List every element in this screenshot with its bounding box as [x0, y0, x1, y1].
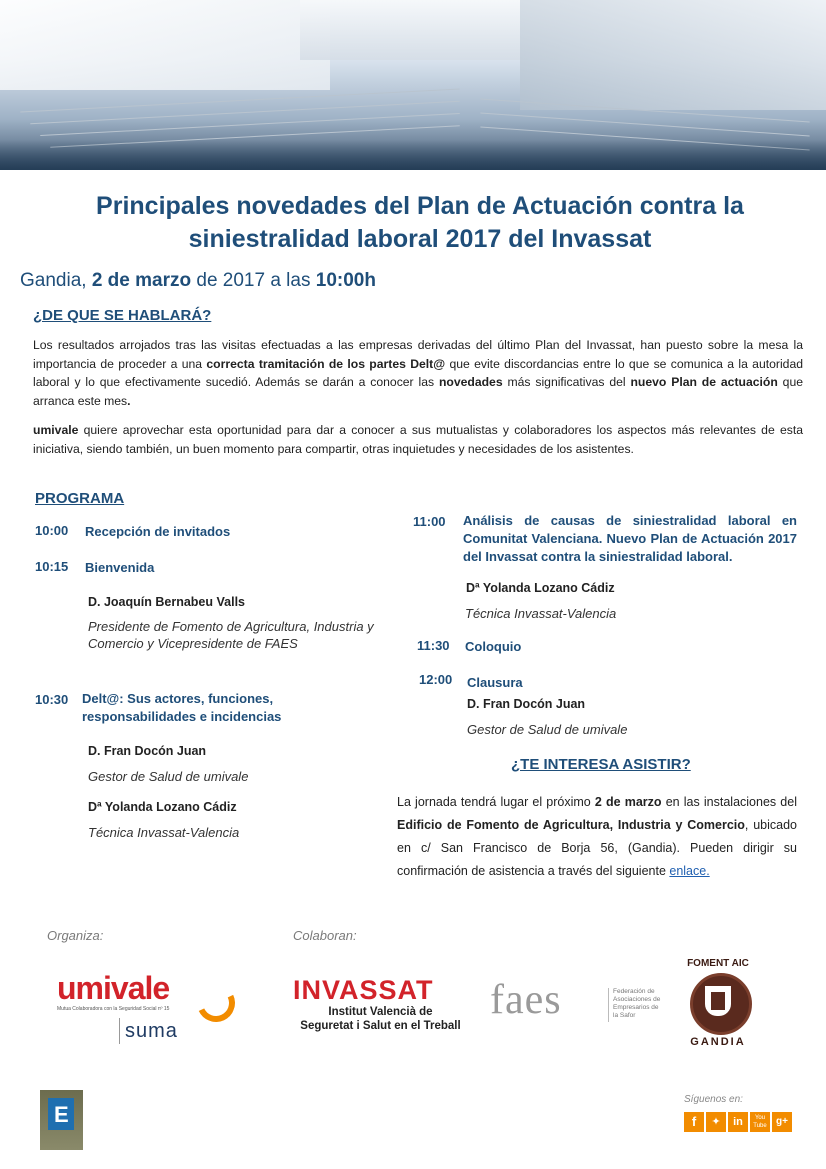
- program-activity: Clausura: [467, 675, 523, 690]
- speaker-role: Presidente de Fomento de Agricultura, Industria y Comercio y Vicepresidente de FAES: [88, 619, 374, 651]
- section-heading-attend: ¿TE INTERESA ASISTIR?: [511, 756, 691, 773]
- twitter-icon[interactable]: ✦: [706, 1112, 726, 1132]
- program-activity: Recepción de invitados: [85, 524, 231, 539]
- speaker-role: Gestor de Salud de umivale: [88, 769, 249, 784]
- program-time: 11:30: [417, 638, 450, 653]
- speaker-role: Técnica Invassat-Valencia: [465, 606, 617, 621]
- colaboran-label: Colaboran:: [293, 928, 357, 943]
- program-activity: Análisis de causas de siniestralidad laboral en Comunitat Valenciana. Nuevo Plan de Actuación 2017 del Invassat contra la siniestralidad laboral.: [463, 513, 797, 564]
- about-paragraph-1: Los resultados arrojados tras las visitas efectuadas a las empresas derivadas del último Plan del Invassat, han puesto sobre la mesa la importancia de proceder a una correcta tramitación de los partes Delt@ que evite discordancias entre lo que se comunica a la autoridad laboral y lo que efectivamente sucedió. Además se darán a conocer las novedades más significativas del nuevo Plan de actuación que arranca este mes.: [33, 338, 803, 408]
- social-icons: [684, 1112, 792, 1132]
- registration-link[interactable]: enlace.: [669, 864, 710, 878]
- about-paragraph-2: umivale quiere aprovechar esta oportunidad para dar a conocer a sus mutualistas y colaboradores los aspectos más relevantes de esta iniciativa, siendo también, un buen momento para compartir, otras inquietudes y necesidades de los asistentes.: [33, 423, 803, 456]
- speaker-name: Dª Yolanda Lozano Cádiz: [466, 581, 615, 595]
- speaker-role: Gestor de Salud de umivale: [467, 722, 628, 737]
- facebook-icon[interactable]: f: [684, 1112, 704, 1132]
- program-time: 10:00: [35, 523, 69, 538]
- youtube-icon[interactable]: You Tube: [750, 1112, 770, 1132]
- speaker-name: D. Fran Docón Juan: [88, 744, 207, 758]
- google-plus-icon[interactable]: g+: [772, 1112, 792, 1132]
- program-time: 11:00: [413, 514, 446, 529]
- page-title: Principales novedades del Plan de Actuación contra la siniestralidad laboral 2017 del Invassat: [96, 192, 744, 253]
- umivale-logo: umivale Mutua Colaboradora con la Seguridad Social nº 15 suma: [57, 970, 227, 1050]
- section-heading-about: ¿DE QUE SE HABLARÁ?: [33, 307, 212, 324]
- program-activity: Coloquio: [465, 639, 522, 654]
- section-heading-program: PROGRAMA: [35, 490, 125, 507]
- program-time: 10:15: [35, 559, 69, 574]
- speaker-role: Técnica Invassat-Valencia: [88, 825, 240, 840]
- program-time: 10:30: [35, 692, 69, 707]
- excelencia-logo: E: [40, 1090, 83, 1150]
- faes-logo: faes Federación de Asociaciones de Empresarios de la Safor: [490, 977, 661, 1023]
- invassat-logo: INVASSAT Institut Valencià de Seguretat i Salut en el Treball: [293, 975, 461, 1032]
- speaker-name: Dª Yolanda Lozano Cádiz: [88, 800, 237, 814]
- speaker-name: D. Fran Docón Juan: [467, 697, 586, 711]
- organiza-label: Organiza:: [47, 928, 104, 943]
- siguenos-label: Síguenos en:: [684, 1094, 743, 1105]
- program-time: 12:00: [419, 672, 453, 687]
- header-banner-image: [0, 0, 826, 170]
- program-activity: Delt@: Sus actores, funciones, responsabilidades e incidencias: [82, 691, 282, 724]
- linkedin-icon[interactable]: in: [728, 1112, 748, 1132]
- foment-aic-logo: FOMENT AIC GANDIA: [682, 958, 754, 1054]
- attend-paragraph: La jornada tendrá lugar el próximo 2 de marzo en las instalaciones del Edificio de Fomento de Agricultura, Industria y Comercio, ubicado en c/ San Francisco de Borja 56, (Gandia). Pueden dirigir su confirmación de asistencia a través del siguiente enlace.: [397, 795, 797, 878]
- event-dateline: Gandia, 2 de marzo de 2017 a las 10:00h: [20, 270, 376, 291]
- program-activity: Bienvenida: [85, 560, 155, 575]
- speaker-name: D. Joaquín Bernabeu Valls: [88, 595, 245, 609]
